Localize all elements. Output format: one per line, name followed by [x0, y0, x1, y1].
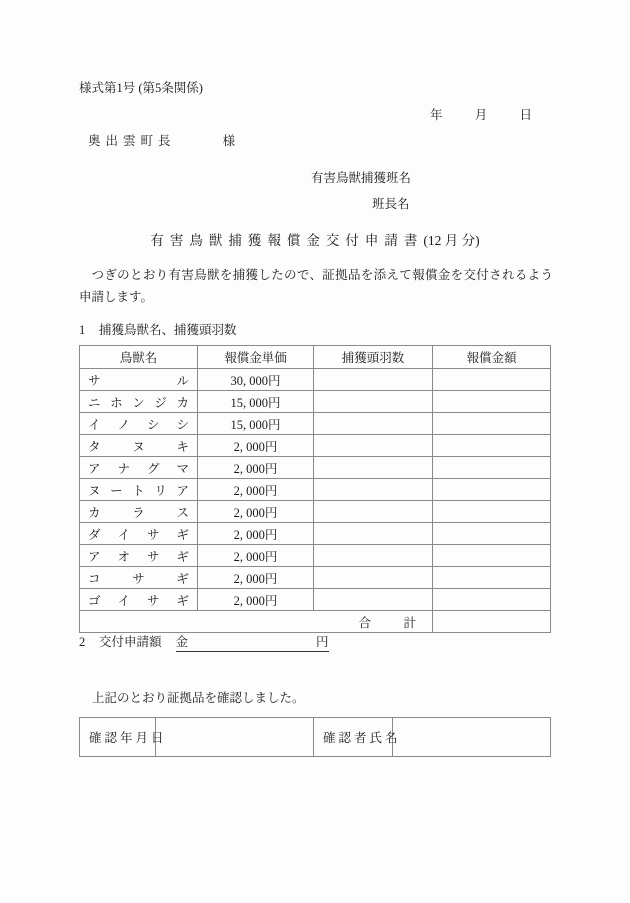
- species-char: キ: [176, 439, 189, 454]
- unit-price-cell: 2, 000円: [198, 567, 314, 589]
- species-char: ア: [176, 483, 189, 498]
- species-cell: [80, 479, 198, 501]
- species-cell: [80, 545, 198, 567]
- species-char: サ: [146, 527, 160, 542]
- header-species: 鳥獣名: [80, 346, 198, 369]
- table-row: [80, 435, 551, 457]
- confirmation-note: 上記のとおり証拠品を確認しました。: [92, 691, 305, 705]
- species-char: ゴ: [88, 593, 101, 608]
- addressee-honorific: 様: [222, 134, 236, 148]
- section-2-number: 2: [79, 635, 86, 649]
- unit-price-cell: 2, 000円: [198, 501, 314, 523]
- species-char: オ: [117, 549, 130, 564]
- form-number: 様式第1号 (第5条関係): [79, 81, 203, 95]
- species-name: [86, 525, 191, 543]
- species-char: ジ: [154, 395, 167, 410]
- species-char: ー: [110, 483, 123, 498]
- capture-count-cell[interactable]: [314, 479, 433, 501]
- capture-count-cell[interactable]: [314, 435, 433, 457]
- confirmation-table: [79, 717, 551, 757]
- table-total-row: [80, 611, 551, 633]
- header-amount: 報償金額: [433, 346, 551, 369]
- species-char: ナ: [117, 461, 130, 476]
- table-row: [80, 369, 551, 391]
- species-cell: [80, 567, 198, 589]
- species-char: ホ: [110, 395, 123, 410]
- species-cell: [80, 501, 198, 523]
- organization-label: 有害鳥獣捕獲班名: [311, 171, 412, 185]
- species-name: [86, 459, 191, 477]
- capture-table: [79, 345, 551, 633]
- species-name: [86, 393, 191, 411]
- currency-prefix: 金: [175, 635, 189, 649]
- species-char: ン: [132, 395, 145, 410]
- capture-count-cell[interactable]: [314, 545, 433, 567]
- confirm-date-label: 確認年月日: [80, 718, 156, 757]
- amount-cell[interactable]: [433, 567, 551, 589]
- intro-paragraph: つぎのとおり有害鳥獣を捕獲したので、証拠品を添えて報償金を交付されるよう申請します。: [79, 268, 553, 304]
- species-char: ヌ: [88, 483, 101, 498]
- total-amount-cell[interactable]: [433, 611, 551, 633]
- section-2-heading: [79, 632, 329, 652]
- species-name: [86, 415, 191, 433]
- section-1-number: 1: [79, 323, 86, 337]
- unit-price-cell: 2, 000円: [198, 479, 314, 501]
- species-char: ト: [132, 483, 145, 498]
- species-cell: [80, 523, 198, 545]
- currency-suffix: 円: [316, 635, 329, 649]
- table-row: [80, 501, 551, 523]
- capture-count-cell[interactable]: [314, 391, 433, 413]
- addressee-line: [88, 131, 235, 149]
- amount-cell[interactable]: [433, 501, 551, 523]
- species-name: [86, 591, 191, 609]
- species-char: カ: [176, 395, 189, 410]
- species-name: [86, 547, 191, 565]
- confirm-name-label: 確認者氏名: [314, 718, 393, 757]
- species-char: ニ: [88, 395, 101, 410]
- table-row: [80, 479, 551, 501]
- page-title: [0, 229, 630, 249]
- section-2-label: 交付申請額: [99, 635, 162, 649]
- date-month: 月: [474, 108, 488, 122]
- species-char: コ: [88, 571, 101, 586]
- confirmation-row: [80, 718, 551, 757]
- table-row: [80, 457, 551, 479]
- amount-cell[interactable]: [433, 369, 551, 391]
- species-char: グ: [146, 461, 160, 476]
- unit-price-cell: 30, 000円: [198, 369, 314, 391]
- page-title-main: 有害鳥獣捕獲報償金交付申請書: [150, 233, 424, 248]
- species-cell: [80, 435, 198, 457]
- leader-label: 班長名: [372, 197, 410, 211]
- unit-price-cell: 15, 000円: [198, 413, 314, 435]
- table-row: [80, 523, 551, 545]
- unit-price-cell: 2, 000円: [198, 457, 314, 479]
- species-cell: [80, 391, 198, 413]
- unit-price-cell: 2, 000円: [198, 545, 314, 567]
- species-char: リ: [154, 483, 167, 498]
- species-name: [86, 569, 191, 587]
- date-line: [430, 105, 532, 123]
- species-char: ノ: [117, 417, 130, 432]
- species-char: イ: [117, 593, 130, 608]
- amount-cell[interactable]: [433, 457, 551, 479]
- date-year: 年: [430, 108, 443, 122]
- species-char: サ: [146, 549, 160, 564]
- species-char: カ: [88, 505, 101, 520]
- species-char: サ: [132, 571, 145, 586]
- species-char: ス: [176, 505, 189, 520]
- capture-count-cell[interactable]: [314, 501, 433, 523]
- amount-cell[interactable]: [433, 479, 551, 501]
- table-row: [80, 567, 551, 589]
- species-char: ヌ: [132, 439, 145, 454]
- species-cell: [80, 413, 198, 435]
- unit-price-cell: 2, 000円: [198, 589, 314, 611]
- total-label: [80, 611, 433, 633]
- amount-cell[interactable]: [433, 391, 551, 413]
- application-amount-field[interactable]: [176, 632, 329, 652]
- species-name: [86, 371, 191, 389]
- table-row: [80, 589, 551, 611]
- species-char: シ: [176, 417, 189, 432]
- species-char: イ: [117, 527, 130, 542]
- capture-count-cell[interactable]: [314, 413, 433, 435]
- species-cell: [80, 369, 198, 391]
- header-capture-count: 捕獲頭羽数: [314, 346, 433, 369]
- page-title-suffix: (12 月 分): [423, 233, 480, 248]
- species-char: サ: [146, 593, 160, 608]
- table-row: [80, 545, 551, 567]
- species-char: ギ: [176, 571, 189, 586]
- capture-count-cell[interactable]: [314, 523, 433, 545]
- confirm-date-value[interactable]: [156, 718, 314, 757]
- species-char: ギ: [176, 527, 189, 542]
- amount-cell[interactable]: [433, 413, 551, 435]
- date-day: 日: [519, 108, 533, 122]
- unit-price-cell: 15, 000円: [198, 391, 314, 413]
- unit-price-cell: 2, 000円: [198, 523, 314, 545]
- species-char: シ: [146, 417, 160, 432]
- total-label-text: 合 計: [358, 615, 426, 630]
- section-1-label: 捕獲鳥獣名、捕獲頭羽数: [99, 323, 237, 337]
- amount-cell[interactable]: [433, 435, 551, 457]
- species-char: ラ: [132, 505, 145, 520]
- species-name: [86, 437, 191, 455]
- header-unit-price: 報償金単価: [198, 346, 314, 369]
- species-name: [86, 481, 191, 499]
- species-char: ア: [88, 461, 101, 476]
- capture-count-cell[interactable]: [314, 589, 433, 611]
- unit-price-cell: 2, 000円: [198, 435, 314, 457]
- species-char: ギ: [176, 549, 189, 564]
- species-char: ダ: [88, 527, 101, 542]
- section-1-heading: [79, 320, 237, 338]
- species-char: タ: [88, 439, 101, 454]
- table-header-row: [80, 346, 551, 369]
- species-char: ル: [176, 373, 189, 388]
- capture-count-cell[interactable]: [314, 457, 433, 479]
- species-name: [86, 503, 191, 521]
- species-char: イ: [88, 417, 101, 432]
- amount-cell[interactable]: [433, 523, 551, 545]
- amount-cell[interactable]: [433, 545, 551, 567]
- table-row: [80, 391, 551, 413]
- table-row: [80, 413, 551, 435]
- capture-count-cell[interactable]: [314, 567, 433, 589]
- species-char: ギ: [176, 593, 189, 608]
- confirm-name-value[interactable]: [393, 718, 551, 757]
- species-cell: [80, 457, 198, 479]
- species-char: マ: [176, 461, 189, 476]
- species-char: ア: [88, 549, 101, 564]
- capture-count-cell[interactable]: [314, 369, 433, 391]
- species-char: サ: [88, 373, 101, 388]
- species-cell: [80, 589, 198, 611]
- amount-cell[interactable]: [433, 589, 551, 611]
- addressee-name: 奥出雲町長: [88, 134, 176, 148]
